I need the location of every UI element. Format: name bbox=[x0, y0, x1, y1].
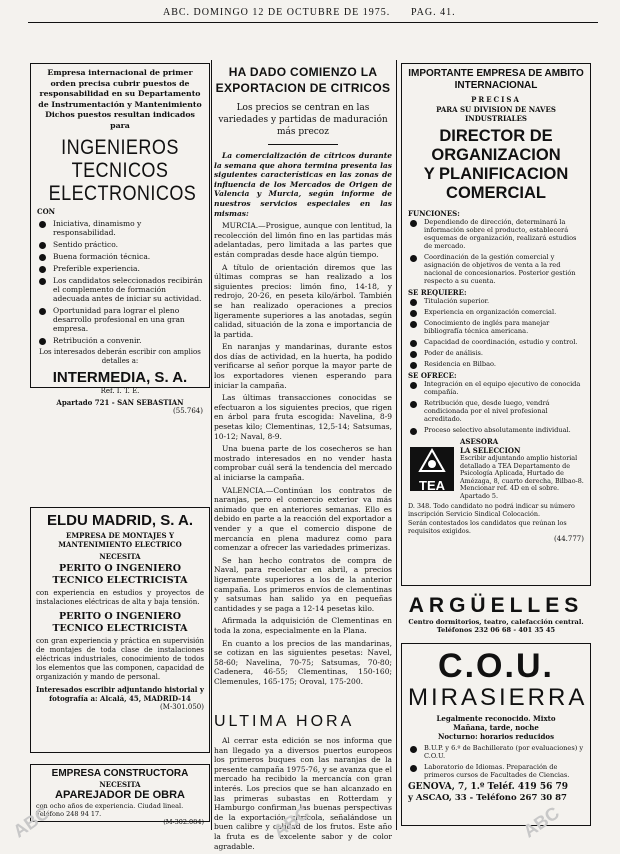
ad-title: C.O.U. bbox=[438, 647, 554, 685]
address-line: y ASCAO, 33 - Teléfono 267 30 87 bbox=[408, 793, 567, 803]
ad-arguelles bbox=[401, 594, 591, 634]
ad-code: (M-301.050) bbox=[160, 703, 204, 711]
paragraph: Una buena parte de los cosecheros se han mostrado interesados en no vender hasta comprobar cuál será la tendencia del mercado al iniciarse la campaña. bbox=[214, 444, 392, 482]
job-title: PERITO O INGENIERO TECNICO ELECTRICISTA bbox=[52, 563, 188, 586]
list-item: Los candidatos seleccionados recibirán el complemento de formación adecuada antes de iniciar su actividad. bbox=[37, 276, 203, 303]
list-item: Proceso selectivo absolutamente individual. bbox=[408, 426, 584, 434]
paragraph: Afirmada la adquisición de Clementinas en toda la zona, especialmente en la Plana. bbox=[214, 616, 392, 635]
paragraph: Se han hecho contratos de compra de Naval, para recolectar en abril, a precios ligeramente superiores a los de la anterior campaña. Los primeros envíos de clementinas y satsumas han salido ya en pequeñas cantidades y se paga a 12-14 pesetas kilo. bbox=[214, 555, 392, 613]
precisa-label: PRECISA bbox=[471, 95, 521, 104]
job-title: APAREJADOR DE OBRA bbox=[55, 789, 185, 801]
list-item: Retribución a convenir. bbox=[37, 336, 203, 345]
ad-title: EMPRESA CONSTRUCTORA bbox=[51, 768, 189, 779]
list-item: Preferible experiencia. bbox=[37, 264, 203, 273]
list-item: Buena formación técnica. bbox=[37, 252, 203, 261]
list-item: Conocimiento de inglés para manejar bibliografía técnica americana. bbox=[408, 319, 584, 335]
funciones-label: FUNCIONES: bbox=[408, 209, 460, 218]
page-number: PAG. 41. bbox=[411, 7, 456, 18]
ad-intermedia bbox=[30, 63, 210, 415]
requirements-list bbox=[37, 219, 203, 345]
division-label: PARA SU DIVISION DE NAVES INDUSTRIALES bbox=[436, 105, 556, 123]
job-title: PERITO O INGENIERO TECNICO ELECTRICISTA bbox=[52, 611, 188, 634]
list-item: Iniciativa, dinamismo y responsabilidad. bbox=[37, 219, 203, 237]
ad-top: IMPORTANTE EMPRESA DE AMBITO INTERNACIONAL bbox=[408, 68, 584, 91]
paragraph: MURCIA.—Prosigue, aunque con lentitud, la recolección del limón fino en las partidas más adelantadas, pero limitada a las partes que están compradas desde hace algún tiempo. bbox=[214, 221, 392, 259]
article-rule bbox=[268, 144, 338, 145]
company-name: ELDU MADRID, S. A. bbox=[46, 512, 194, 529]
legal-text: Legalmente reconocido. Mixto bbox=[436, 714, 556, 723]
watermark-text: ABC bbox=[9, 802, 53, 842]
article-lead bbox=[214, 151, 392, 218]
list-item: Laboratorio de Idiomas. Preparación de primeros cursos de Facultades de Ciencias. bbox=[408, 763, 584, 779]
tea-info bbox=[460, 437, 585, 501]
list-item: Dependiendo de dirección, determinará la información sobre el producto, establecerá esquemas de organización, realizará estudios de mercado. bbox=[408, 218, 584, 250]
column-rule bbox=[396, 60, 397, 830]
list-item: Titulación superior. bbox=[408, 297, 584, 305]
header-rule bbox=[28, 22, 598, 23]
ad-text: Centro dormitorios, teatro, calefacción central. Teléfonos 232 06 68 - 401 35 45 bbox=[408, 618, 584, 634]
headline-line: Y PLANIFICACION bbox=[423, 165, 569, 183]
job-description: con experiencia en estudios y proyectos de instalaciones eléctricas de alta y baja tensión. bbox=[36, 589, 204, 606]
paragraph: En cuanto a los precios de las mandarinas, se cotizan en las siguientes pesetas: Navel, 58-60; Navelina, 70-75; Satsumas, 70-80; Cadenera, 46-55; Clementinas, 150-160; Clemenules, 165-175; Oroval, 175-200. bbox=[214, 638, 392, 686]
page-header bbox=[0, 5, 620, 19]
headline-line: INGENIEROS bbox=[61, 135, 179, 159]
tea-logo bbox=[410, 447, 454, 491]
ad-cou bbox=[401, 643, 591, 826]
list-item: Poder de análisis. bbox=[408, 349, 584, 357]
company-name: INTERMEDIA, S. A. bbox=[52, 368, 188, 386]
ad-title: ARGÜELLES bbox=[408, 594, 584, 617]
asesora-label: ASESORA bbox=[460, 437, 499, 446]
courses-list bbox=[408, 744, 584, 779]
article-title: HA DADO COMIENZO LA EXPORTACION DE CITRICOS bbox=[215, 65, 391, 95]
tea-emblem-icon bbox=[410, 447, 454, 475]
address-line: GENOVA, 7, 1.º Teléf. 419 56 79 bbox=[408, 782, 569, 792]
watermark-text: ABC bbox=[269, 802, 313, 842]
list-item: Integración en el equipo ejecutivo de conocida compañía. bbox=[408, 380, 584, 396]
hours-text: Mañana, tarde, noche bbox=[453, 723, 539, 732]
paragraph: En naranjas y mandarinas, durante estos dos días de actividad, en la huerta, ha podido verificarse al señor porque la mayor parte de los exportadores vienen esperando para iniciar la campaña. bbox=[214, 342, 392, 390]
intro-text: Empresa internacional de primer orden precisa cubrir puestos de responsabilidad en su Departamento de Instrumentación y Mantenimiento Dichos puestos resultan indicados para bbox=[38, 68, 202, 130]
ad-subtitle: MIRASIERRA bbox=[408, 684, 588, 711]
requiere-label: SE REQUIERE: bbox=[408, 288, 467, 297]
con-label: CON bbox=[37, 206, 56, 216]
tea-text: Escribir adjuntando amplio historial detallado a TEA Departamento de Psicología Aplicada, Hurtado de Amézaga, 8, cuarto derecha, Bilbao-8. Mencionar ref. 4D en el sobre. Apartado 5. bbox=[460, 454, 584, 500]
tea-block bbox=[408, 437, 584, 501]
tea-logo-text: TEA bbox=[419, 478, 445, 493]
article bbox=[214, 64, 392, 710]
header-title: ABC. DOMINGO 12 DE OCTUBRE DE 1975. bbox=[163, 7, 391, 18]
paragraph: Las últimas transacciones conocidas se efectuaron a los siguientes precios, que rigen en árbol para fruta escogida: Navelina, 8-9 pesetas kilo; Clementinas, 12,5-14; Satsumas, 10-12; Naval, 8-9. bbox=[214, 393, 392, 441]
list-item: Residencia en Bilbao. bbox=[408, 360, 584, 368]
ad-code: (55.764) bbox=[173, 406, 203, 415]
article-body bbox=[214, 221, 392, 686]
headline-line: TECNICOS bbox=[71, 158, 169, 182]
headline-line: COMERCIAL bbox=[446, 184, 546, 202]
contact-text: Los interesados deberán escribir con amplios detalles a: bbox=[39, 347, 201, 365]
paragraph: VALENCIA.—Continúan los contratos de naranjas, pero el comercio exterior va más animado que en anteriores semanas. Ello es debido en parte a la reacción del exportador a vender y a que el comercio dispone de mercancía en plena madurez como para comenzar a ofrecer las variedades primerizas. bbox=[214, 485, 392, 553]
ad-constructora bbox=[30, 764, 210, 826]
needs-label: NECESITA bbox=[99, 780, 141, 789]
needs-label: NECESITA bbox=[99, 552, 141, 561]
watermark-text: ABC bbox=[519, 802, 563, 842]
ad-code: (44.777) bbox=[554, 535, 584, 544]
column-rule bbox=[211, 60, 212, 830]
article-subtitle: Los precios se centran en las variedades y partidas de maduración más precoz bbox=[218, 103, 388, 137]
list-item: Retribución que, desde luego, vendrá condicionada por el nivel profesional acreditado. bbox=[408, 399, 584, 423]
ofrece-label: SE OFRECE: bbox=[408, 371, 457, 380]
contact-text: Interesados escribir adjuntando historial y fotografía a: Alcalá, 45, MADRID-14 bbox=[36, 685, 204, 703]
company-subtitle: EMPRESA DE MONTAJES Y MANTENIMIENTO ELECTRICO bbox=[58, 531, 182, 549]
nocturno-text: Nocturno: horarios reducidos bbox=[437, 732, 555, 741]
list-item: Sentido práctico. bbox=[37, 240, 203, 249]
headline-line: ORGANIZACION bbox=[431, 146, 561, 164]
address: Apartado 721 - SAN SEBASTIAN bbox=[56, 397, 184, 407]
headline bbox=[48, 135, 197, 205]
list-item: Capacidad de coordinación, estudio y control. bbox=[408, 338, 584, 346]
funciones-list bbox=[408, 218, 584, 285]
list-item: B.U.P. y 6.º de Bachillerato (por evaluaciones) y C.O.U. bbox=[408, 744, 584, 760]
list-item: Coordinación de la gestión comercial y asignación de objetivos de venta a la red nacional de concesionarios. Posterior gestión respecto a su cuenta. bbox=[408, 253, 584, 285]
headline-line: ELECTRONICOS bbox=[48, 181, 197, 205]
section-body bbox=[214, 736, 392, 851]
paragraph: Al cerrar esta edición se nos informa que han llegado ya a diversos puertos europeos los primeros buques con las naranjas de la presente campaña 1975-76, y se avanza que el mercado ha recibido la mercancía con gran interés. Los precios que se han alcanzado en las primeras subastas en Rotterdam y Hamburgo confirman las buenas perspectivas de la exportación citrícola, señalándose un buen calibre y calidad de los frutos. Este año la fruta es de excelente sabor y de color agradable. bbox=[214, 736, 392, 851]
section-title: ULTIMA HORA bbox=[214, 713, 355, 730]
ad-code: (M-302.084) bbox=[163, 818, 204, 826]
list-item: Experiencia en organización comercial. bbox=[408, 308, 584, 316]
footer-text: Serán contestados los candidatos que reúnan los requisitos exigidos. bbox=[408, 519, 567, 535]
requiere-list bbox=[408, 297, 584, 368]
reference: Ref. I. T. E. bbox=[100, 386, 140, 395]
lead-paragraph: La comercialización de cítricos durante la semana que ahora termina presenta las siguientes características en las zonas de influencia de los Mercados de Origen de Valencia y Murcia, según informe de nuestros servicios especiales en las mismas: bbox=[214, 151, 392, 218]
job-description: con ocho años de experiencia. Ciudad lineal. Teléfono 248 94 17. bbox=[36, 802, 184, 818]
ad-eldu bbox=[30, 507, 210, 753]
list-item: Oportunidad para lograr el pleno desarrollo profesional en una gran empresa. bbox=[37, 306, 203, 333]
ofrece-list bbox=[408, 380, 584, 434]
headline-line: DIRECTOR DE bbox=[439, 127, 553, 145]
headline bbox=[408, 127, 584, 203]
paragraph: A título de orientación diremos que las últimas compras se han realizado a los siguientes precios: limón fino, 14-18, y redrojo, 20-26, en peseta kilo/árbol. También se han realizado operaciones a precios ligeramente superiores a las anotadas, según calidad, situación de la zona e importancia de la partida. bbox=[214, 262, 392, 339]
note-text: D. 348. Todo candidato no podrá indicar su número inscripción Servicio Sindical Colocación. bbox=[408, 502, 575, 518]
ad-director bbox=[401, 63, 591, 586]
job-description: con gran experiencia y práctica en supervisión de montajes de toda clase de instalaciones eléctricas industriales, conocimiento de todos los elementos que las componen, capacidad de organización y mando de personal. bbox=[36, 637, 204, 681]
seleccion-label: LA SELECCION bbox=[460, 446, 521, 455]
